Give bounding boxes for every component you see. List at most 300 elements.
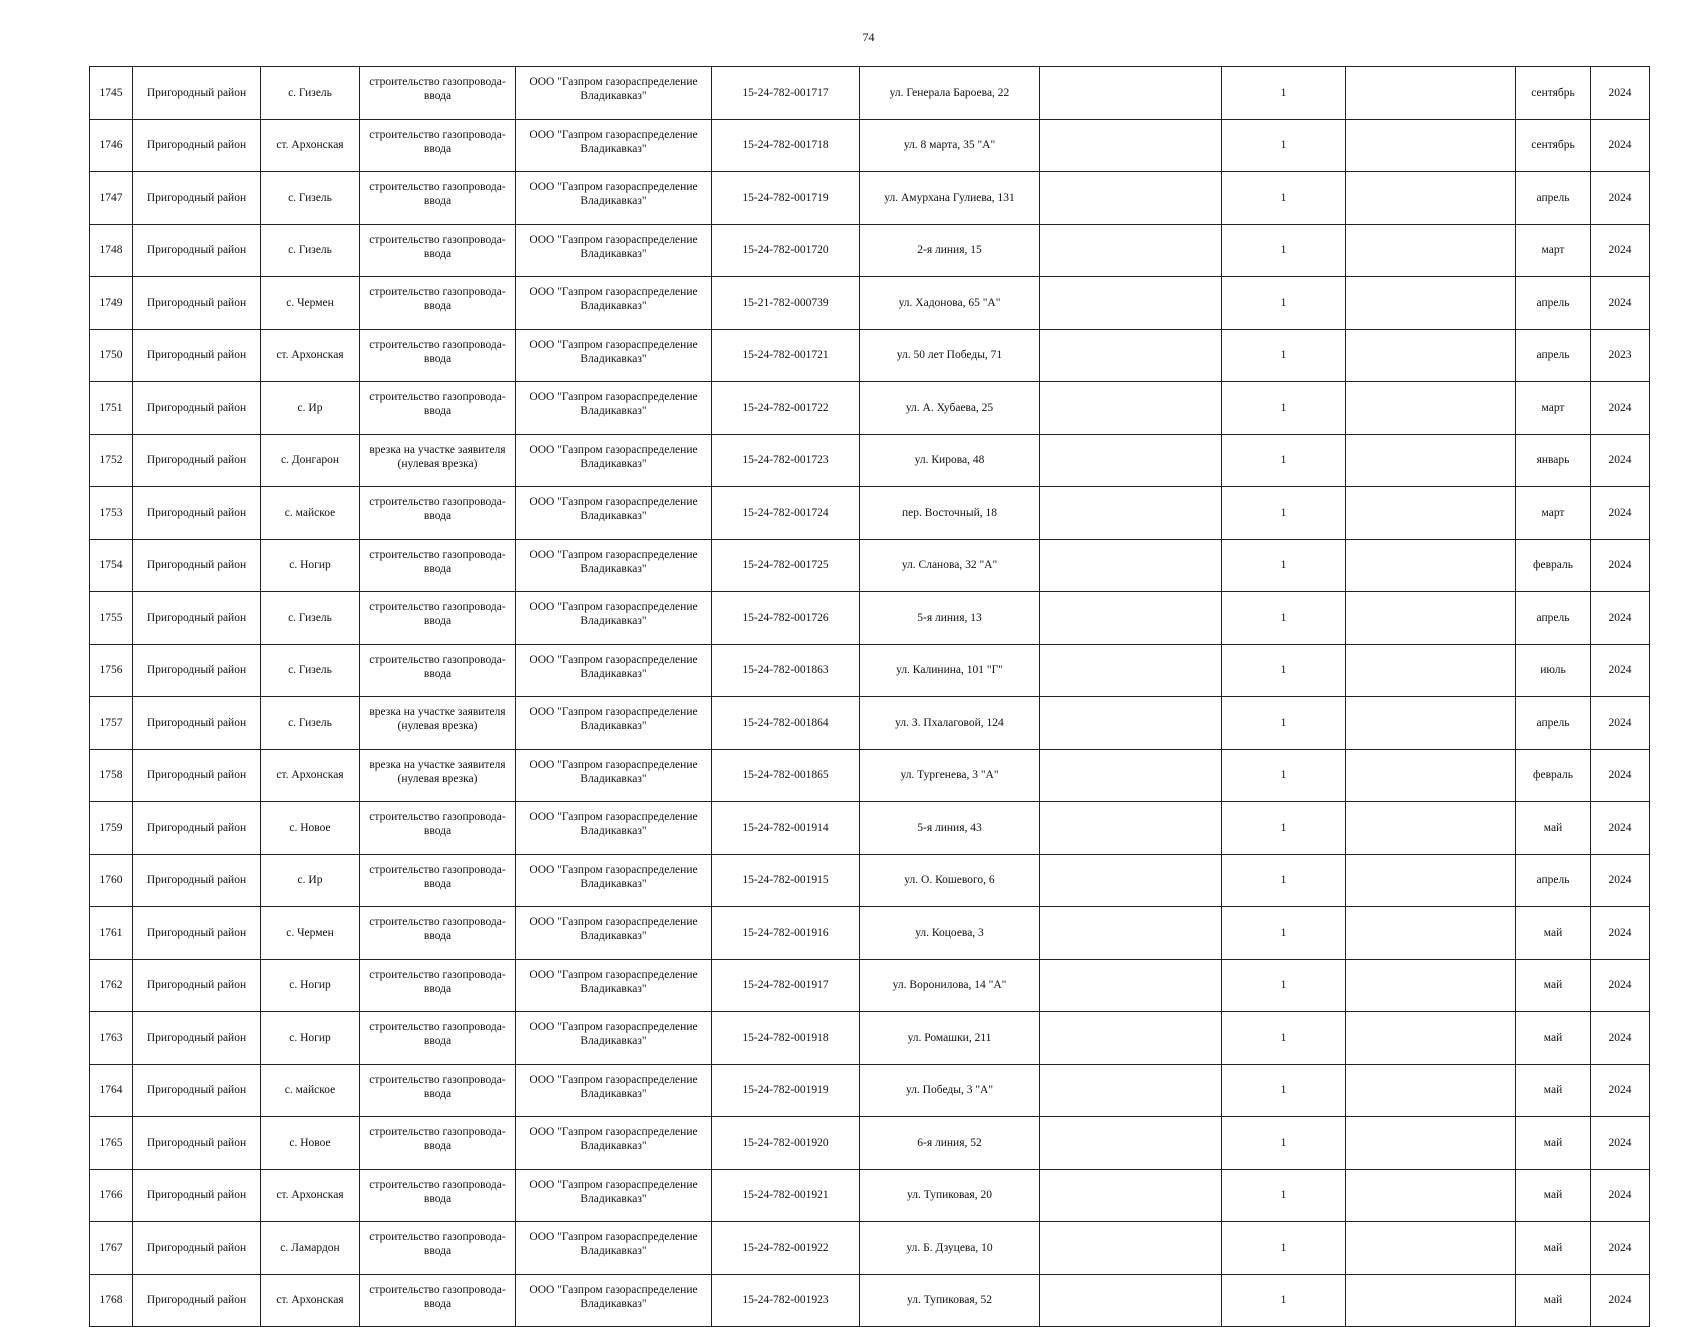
year-cell: 2024 [1591, 1012, 1650, 1065]
settlement-cell: с. Гизель [261, 697, 360, 750]
year-cell: 2023 [1591, 329, 1650, 382]
year-cell: 2024 [1591, 1274, 1650, 1327]
month-cell: май [1516, 1012, 1591, 1065]
settlement-cell: с. Ламардон [261, 1222, 360, 1275]
year-cell: 2024 [1591, 1064, 1650, 1117]
empty-cell [1040, 907, 1222, 960]
work-type-cell: строительство газопровода-ввода [360, 329, 516, 382]
organization-cell: ООО "Газпром газораспределение Владикавказ" [516, 119, 712, 172]
quantity-cell: 1 [1222, 539, 1346, 592]
quantity-cell: 1 [1222, 1274, 1346, 1327]
empty-cell [1040, 434, 1222, 487]
row-number: 1768 [90, 1274, 133, 1327]
quantity-cell: 1 [1222, 224, 1346, 277]
year-cell: 2024 [1591, 277, 1650, 330]
work-type-cell: строительство газопровода-ввода [360, 382, 516, 435]
empty-cell [1346, 802, 1516, 855]
work-type-cell: строительство газопровода-ввода [360, 67, 516, 120]
quantity-cell: 1 [1222, 907, 1346, 960]
work-type-cell: врезка на участке заявителя (нулевая врезка) [360, 749, 516, 802]
empty-cell [1346, 697, 1516, 750]
month-cell: сентябрь [1516, 119, 1591, 172]
district-cell: Пригородный район [133, 487, 261, 540]
address-cell: пер. Восточный, 18 [860, 487, 1040, 540]
quantity-cell: 1 [1222, 749, 1346, 802]
year-cell: 2024 [1591, 854, 1650, 907]
year-cell: 2024 [1591, 749, 1650, 802]
settlement-cell: с. Чермен [261, 277, 360, 330]
district-cell: Пригородный район [133, 539, 261, 592]
settlement-cell: с. Гизель [261, 592, 360, 645]
year-cell: 2024 [1591, 539, 1650, 592]
month-cell: май [1516, 1274, 1591, 1327]
address-cell: ул. Ромашки, 211 [860, 1012, 1040, 1065]
address-cell: ул. Коцоева, 3 [860, 907, 1040, 960]
organization-cell: ООО "Газпром газораспределение Владикавказ" [516, 749, 712, 802]
row-number: 1750 [90, 329, 133, 382]
application-number-cell: 15-24-782-001917 [712, 959, 860, 1012]
row-number: 1766 [90, 1169, 133, 1222]
work-type-cell: строительство газопровода-ввода [360, 644, 516, 697]
settlement-cell: с. Ир [261, 382, 360, 435]
month-cell: апрель [1516, 592, 1591, 645]
table-row [90, 382, 1650, 435]
work-type-cell: строительство газопровода-ввода [360, 1064, 516, 1117]
empty-cell [1346, 224, 1516, 277]
address-cell: 5-я линия, 43 [860, 802, 1040, 855]
row-number: 1749 [90, 277, 133, 330]
address-cell: ул. Генерала Бароева, 22 [860, 67, 1040, 120]
row-number: 1755 [90, 592, 133, 645]
application-number-cell: 15-24-782-001726 [712, 592, 860, 645]
address-cell: ул. Калинина, 101 "Г" [860, 644, 1040, 697]
settlement-cell: ст. Архонская [261, 329, 360, 382]
table-row [90, 854, 1650, 907]
empty-cell [1040, 854, 1222, 907]
row-number: 1756 [90, 644, 133, 697]
empty-cell [1346, 749, 1516, 802]
table-row [90, 1012, 1650, 1065]
application-number-cell: 15-24-782-001920 [712, 1117, 860, 1170]
quantity-cell: 1 [1222, 1012, 1346, 1065]
empty-cell [1346, 1012, 1516, 1065]
month-cell: март [1516, 487, 1591, 540]
quantity-cell: 1 [1222, 802, 1346, 855]
month-cell: май [1516, 907, 1591, 960]
organization-cell: ООО "Газпром газораспределение Владикавказ" [516, 959, 712, 1012]
empty-cell [1040, 1274, 1222, 1327]
table-row [90, 224, 1650, 277]
work-type-cell: строительство газопровода-ввода [360, 119, 516, 172]
empty-cell [1040, 1012, 1222, 1065]
work-type-cell: строительство газопровода-ввода [360, 1169, 516, 1222]
month-cell: март [1516, 224, 1591, 277]
application-number-cell: 15-24-782-001923 [712, 1274, 860, 1327]
district-cell: Пригородный район [133, 67, 261, 120]
empty-cell [1346, 592, 1516, 645]
address-cell: ул. Кирова, 48 [860, 434, 1040, 487]
empty-cell [1040, 1222, 1222, 1275]
work-type-cell: строительство газопровода-ввода [360, 539, 516, 592]
empty-cell [1346, 907, 1516, 960]
row-number: 1754 [90, 539, 133, 592]
settlement-cell: с. Гизель [261, 172, 360, 225]
empty-cell [1040, 1117, 1222, 1170]
year-cell: 2024 [1591, 802, 1650, 855]
empty-cell [1346, 539, 1516, 592]
row-number: 1757 [90, 697, 133, 750]
table-row [90, 959, 1650, 1012]
year-cell: 2024 [1591, 959, 1650, 1012]
table-row [90, 592, 1650, 645]
organization-cell: ООО "Газпром газораспределение Владикавказ" [516, 1064, 712, 1117]
month-cell: май [1516, 1064, 1591, 1117]
month-cell: апрель [1516, 854, 1591, 907]
address-cell: ул. Амурхана Гулиева, 131 [860, 172, 1040, 225]
quantity-cell: 1 [1222, 119, 1346, 172]
empty-cell [1346, 854, 1516, 907]
settlement-cell: с. Новое [261, 1117, 360, 1170]
empty-cell [1040, 644, 1222, 697]
quantity-cell: 1 [1222, 329, 1346, 382]
row-number: 1751 [90, 382, 133, 435]
organization-cell: ООО "Газпром газораспределение Владикавказ" [516, 329, 712, 382]
month-cell: апрель [1516, 329, 1591, 382]
table-row [90, 172, 1650, 225]
table-row [90, 487, 1650, 540]
organization-cell: ООО "Газпром газораспределение Владикавказ" [516, 67, 712, 120]
application-number-cell: 15-24-782-001723 [712, 434, 860, 487]
work-type-cell: строительство газопровода-ввода [360, 802, 516, 855]
district-cell: Пригородный район [133, 749, 261, 802]
row-number: 1764 [90, 1064, 133, 1117]
table-row [90, 697, 1650, 750]
row-number: 1747 [90, 172, 133, 225]
month-cell: январь [1516, 434, 1591, 487]
table-row [90, 119, 1650, 172]
table-row [90, 539, 1650, 592]
table-row [90, 1117, 1650, 1170]
year-cell: 2024 [1591, 644, 1650, 697]
work-type-cell: строительство газопровода-ввода [360, 959, 516, 1012]
empty-cell [1346, 382, 1516, 435]
row-number: 1759 [90, 802, 133, 855]
work-type-cell: строительство газопровода-ввода [360, 1117, 516, 1170]
row-number: 1746 [90, 119, 133, 172]
month-cell: сентябрь [1516, 67, 1591, 120]
organization-cell: ООО "Газпром газораспределение Владикавказ" [516, 487, 712, 540]
work-type-cell: строительство газопровода-ввода [360, 592, 516, 645]
application-number-cell: 15-24-782-001722 [712, 382, 860, 435]
organization-cell: ООО "Газпром газораспределение Владикавказ" [516, 907, 712, 960]
month-cell: май [1516, 1117, 1591, 1170]
table-row [90, 907, 1650, 960]
application-number-cell: 15-24-782-001719 [712, 172, 860, 225]
row-number: 1760 [90, 854, 133, 907]
organization-cell: ООО "Газпром газораспределение Владикавказ" [516, 1012, 712, 1065]
application-number-cell: 15-24-782-001717 [712, 67, 860, 120]
row-number: 1748 [90, 224, 133, 277]
quantity-cell: 1 [1222, 644, 1346, 697]
year-cell: 2024 [1591, 907, 1650, 960]
address-cell: ул. Тургенева, 3 "А" [860, 749, 1040, 802]
work-type-cell: строительство газопровода-ввода [360, 1222, 516, 1275]
district-cell: Пригородный район [133, 644, 261, 697]
organization-cell: ООО "Газпром газораспределение Владикавказ" [516, 854, 712, 907]
empty-cell [1040, 277, 1222, 330]
month-cell: май [1516, 1169, 1591, 1222]
month-cell: июль [1516, 644, 1591, 697]
organization-cell: ООО "Газпром газораспределение Владикавказ" [516, 802, 712, 855]
district-cell: Пригородный район [133, 1274, 261, 1327]
settlement-cell: ст. Архонская [261, 1274, 360, 1327]
work-type-cell: строительство газопровода-ввода [360, 1012, 516, 1065]
district-cell: Пригородный район [133, 959, 261, 1012]
empty-cell [1040, 539, 1222, 592]
empty-cell [1346, 644, 1516, 697]
quantity-cell: 1 [1222, 382, 1346, 435]
application-number-cell: 15-21-782-000739 [712, 277, 860, 330]
district-cell: Пригородный район [133, 1012, 261, 1065]
empty-cell [1346, 172, 1516, 225]
organization-cell: ООО "Газпром газораспределение Владикавказ" [516, 277, 712, 330]
empty-cell [1040, 1064, 1222, 1117]
year-cell: 2024 [1591, 592, 1650, 645]
application-number-cell: 15-24-782-001919 [712, 1064, 860, 1117]
table-body [90, 67, 1650, 1327]
work-type-cell: строительство газопровода-ввода [360, 224, 516, 277]
address-cell: ул. Хадонова, 65 "А" [860, 277, 1040, 330]
empty-cell [1040, 487, 1222, 540]
organization-cell: ООО "Газпром газораспределение Владикавказ" [516, 592, 712, 645]
work-type-cell: строительство газопровода-ввода [360, 854, 516, 907]
organization-cell: ООО "Газпром газораспределение Владикавказ" [516, 224, 712, 277]
empty-cell [1346, 487, 1516, 540]
address-cell: ул. Победы, 3 "А" [860, 1064, 1040, 1117]
application-number-cell: 15-24-782-001921 [712, 1169, 860, 1222]
empty-cell [1040, 1169, 1222, 1222]
empty-cell [1040, 172, 1222, 225]
district-cell: Пригородный район [133, 224, 261, 277]
empty-cell [1040, 697, 1222, 750]
district-cell: Пригородный район [133, 592, 261, 645]
table-row [90, 802, 1650, 855]
organization-cell: ООО "Газпром газораспределение Владикавказ" [516, 1169, 712, 1222]
empty-cell [1040, 749, 1222, 802]
address-cell: 6-я линия, 52 [860, 1117, 1040, 1170]
row-number: 1762 [90, 959, 133, 1012]
month-cell: май [1516, 802, 1591, 855]
quantity-cell: 1 [1222, 434, 1346, 487]
address-cell: ул. Б. Дзуцева, 10 [860, 1222, 1040, 1275]
month-cell: май [1516, 959, 1591, 1012]
address-cell: ул. Тупиковая, 20 [860, 1169, 1040, 1222]
district-cell: Пригородный район [133, 1064, 261, 1117]
application-number-cell: 15-24-782-001922 [712, 1222, 860, 1275]
district-cell: Пригородный район [133, 329, 261, 382]
district-cell: Пригородный район [133, 119, 261, 172]
empty-cell [1346, 329, 1516, 382]
row-number: 1745 [90, 67, 133, 120]
row-number: 1767 [90, 1222, 133, 1275]
row-number: 1765 [90, 1117, 133, 1170]
settlement-cell: с. Ногир [261, 539, 360, 592]
year-cell: 2024 [1591, 382, 1650, 435]
year-cell: 2024 [1591, 1169, 1650, 1222]
empty-cell [1040, 592, 1222, 645]
year-cell: 2024 [1591, 119, 1650, 172]
month-cell: апрель [1516, 277, 1591, 330]
empty-cell [1040, 67, 1222, 120]
empty-cell [1040, 959, 1222, 1012]
year-cell: 2024 [1591, 224, 1650, 277]
row-number: 1753 [90, 487, 133, 540]
settlement-cell: с. Ногир [261, 1012, 360, 1065]
quantity-cell: 1 [1222, 1222, 1346, 1275]
table-row [90, 277, 1650, 330]
empty-cell [1040, 382, 1222, 435]
address-cell: ул. О. Кошевого, 6 [860, 854, 1040, 907]
settlement-cell: с. майское [261, 1064, 360, 1117]
application-number-cell: 15-24-782-001718 [712, 119, 860, 172]
settlement-cell: с. Ногир [261, 959, 360, 1012]
work-type-cell: строительство газопровода-ввода [360, 172, 516, 225]
empty-cell [1346, 434, 1516, 487]
table-row [90, 1064, 1650, 1117]
month-cell: апрель [1516, 697, 1591, 750]
work-type-cell: врезка на участке заявителя (нулевая врезка) [360, 697, 516, 750]
table-row [90, 329, 1650, 382]
application-number-cell: 15-24-782-001864 [712, 697, 860, 750]
district-cell: Пригородный район [133, 1169, 261, 1222]
work-type-cell: строительство газопровода-ввода [360, 487, 516, 540]
empty-cell [1346, 959, 1516, 1012]
quantity-cell: 1 [1222, 854, 1346, 907]
settlement-cell: ст. Архонская [261, 749, 360, 802]
quantity-cell: 1 [1222, 277, 1346, 330]
table-row [90, 1222, 1650, 1275]
row-number: 1761 [90, 907, 133, 960]
application-number-cell: 15-24-782-001914 [712, 802, 860, 855]
work-type-cell: строительство газопровода-ввода [360, 277, 516, 330]
address-cell: ул. З. Пхалаговой, 124 [860, 697, 1040, 750]
empty-cell [1346, 1169, 1516, 1222]
table-row [90, 434, 1650, 487]
empty-cell [1346, 1222, 1516, 1275]
settlement-cell: с. Донгарон [261, 434, 360, 487]
settlement-cell: с. Гизель [261, 224, 360, 277]
application-number-cell: 15-24-782-001720 [712, 224, 860, 277]
page-number: 74 [862, 30, 875, 44]
district-cell: Пригородный район [133, 854, 261, 907]
empty-cell [1346, 119, 1516, 172]
year-cell: 2024 [1591, 697, 1650, 750]
quantity-cell: 1 [1222, 172, 1346, 225]
row-number: 1752 [90, 434, 133, 487]
application-number-cell: 15-24-782-001725 [712, 539, 860, 592]
district-cell: Пригородный район [133, 802, 261, 855]
address-cell: 2-я линия, 15 [860, 224, 1040, 277]
work-type-cell: строительство газопровода-ввода [360, 1274, 516, 1327]
address-cell: ул. Сланова, 32 "А" [860, 539, 1040, 592]
empty-cell [1346, 67, 1516, 120]
settlement-cell: с. Гизель [261, 67, 360, 120]
organization-cell: ООО "Газпром газораспределение Владикавказ" [516, 434, 712, 487]
table-row [90, 749, 1650, 802]
empty-cell [1346, 1274, 1516, 1327]
quantity-cell: 1 [1222, 1117, 1346, 1170]
year-cell: 2024 [1591, 1222, 1650, 1275]
address-cell: 5-я линия, 13 [860, 592, 1040, 645]
quantity-cell: 1 [1222, 487, 1346, 540]
district-cell: Пригородный район [133, 172, 261, 225]
quantity-cell: 1 [1222, 959, 1346, 1012]
year-cell: 2024 [1591, 434, 1650, 487]
organization-cell: ООО "Газпром газораспределение Владикавказ" [516, 172, 712, 225]
work-type-cell: строительство газопровода-ввода [360, 907, 516, 960]
empty-cell [1040, 119, 1222, 172]
organization-cell: ООО "Газпром газораспределение Владикавказ" [516, 382, 712, 435]
registry-table [89, 66, 1650, 1327]
table-row [90, 67, 1650, 120]
table-row [90, 1169, 1650, 1222]
district-cell: Пригородный район [133, 277, 261, 330]
address-cell: ул. 50 лет Победы, 71 [860, 329, 1040, 382]
district-cell: Пригородный район [133, 697, 261, 750]
quantity-cell: 1 [1222, 1064, 1346, 1117]
month-cell: апрель [1516, 172, 1591, 225]
organization-cell: ООО "Газпром газораспределение Владикавказ" [516, 697, 712, 750]
organization-cell: ООО "Газпром газораспределение Владикавказ" [516, 644, 712, 697]
application-number-cell: 15-24-782-001916 [712, 907, 860, 960]
application-number-cell: 15-24-782-001918 [712, 1012, 860, 1065]
table-row [90, 644, 1650, 697]
month-cell: май [1516, 1222, 1591, 1275]
district-cell: Пригородный район [133, 1117, 261, 1170]
settlement-cell: с. Новое [261, 802, 360, 855]
organization-cell: ООО "Газпром газораспределение Владикавказ" [516, 1274, 712, 1327]
empty-cell [1346, 1064, 1516, 1117]
year-cell: 2024 [1591, 67, 1650, 120]
year-cell: 2024 [1591, 1117, 1650, 1170]
organization-cell: ООО "Газпром газораспределение Владикавказ" [516, 1117, 712, 1170]
year-cell: 2024 [1591, 172, 1650, 225]
row-number: 1763 [90, 1012, 133, 1065]
work-type-cell: врезка на участке заявителя (нулевая врезка) [360, 434, 516, 487]
application-number-cell: 15-24-782-001863 [712, 644, 860, 697]
application-number-cell: 15-24-782-001724 [712, 487, 860, 540]
year-cell: 2024 [1591, 487, 1650, 540]
quantity-cell: 1 [1222, 697, 1346, 750]
address-cell: ул. 8 марта, 35 "А" [860, 119, 1040, 172]
month-cell: март [1516, 382, 1591, 435]
settlement-cell: ст. Архонская [261, 1169, 360, 1222]
address-cell: ул. Воронилова, 14 "А" [860, 959, 1040, 1012]
settlement-cell: с. Гизель [261, 644, 360, 697]
address-cell: ул. Тупиковая, 52 [860, 1274, 1040, 1327]
month-cell: февраль [1516, 749, 1591, 802]
quantity-cell: 1 [1222, 67, 1346, 120]
quantity-cell: 1 [1222, 592, 1346, 645]
application-number-cell: 15-24-782-001865 [712, 749, 860, 802]
application-number-cell: 15-24-782-001915 [712, 854, 860, 907]
organization-cell: ООО "Газпром газораспределение Владикавказ" [516, 1222, 712, 1275]
quantity-cell: 1 [1222, 1169, 1346, 1222]
row-number: 1758 [90, 749, 133, 802]
settlement-cell: ст. Архонская [261, 119, 360, 172]
district-cell: Пригородный район [133, 1222, 261, 1275]
empty-cell [1040, 329, 1222, 382]
